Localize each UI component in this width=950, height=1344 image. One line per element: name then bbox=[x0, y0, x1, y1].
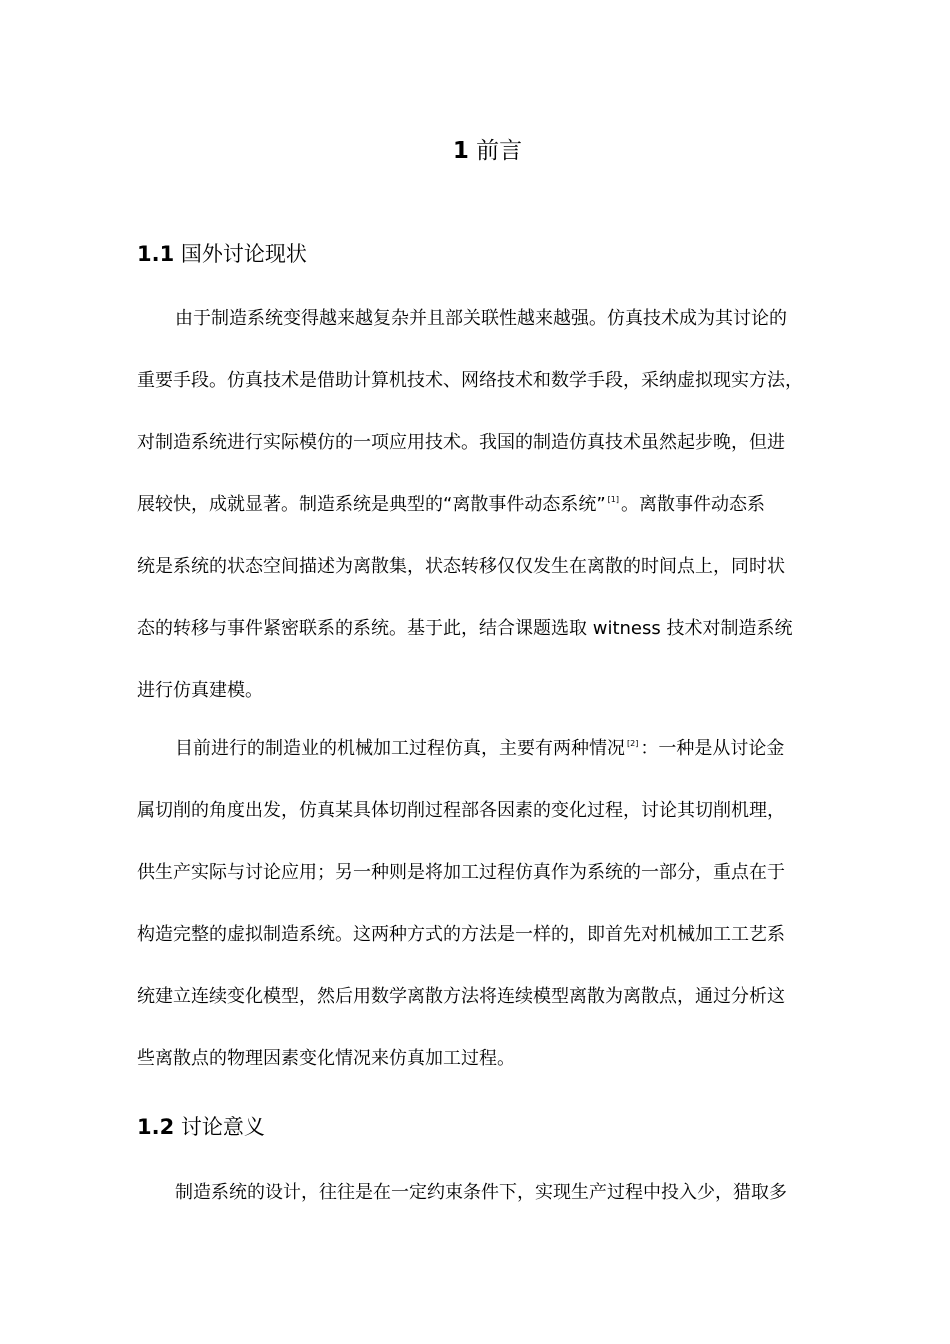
paragraph-line: 统建立连续变化模型，然后用数学离散方法将连续模型离散为离散点，通过分析这 bbox=[137, 986, 785, 1007]
paragraph-line: 进行仿真建模。 bbox=[137, 680, 263, 701]
paragraph-line: 态的转移与事件紧密联系的系统。基于此，结合课题选取 witness 技术对制造系统 bbox=[137, 618, 793, 639]
paragraph-line: 统是系统的状态空间描述为离散集，状态转移仅仅发生在离散的时间点上，同时状 bbox=[137, 556, 785, 577]
chapter-number: 1 bbox=[452, 138, 469, 164]
paragraph-line: 对制造系统进行实际模仿的一项应用技术。我国的制造仿真技术虽然起步晚，但进 bbox=[137, 432, 785, 453]
section-title: 国外讨论现状 bbox=[180, 242, 307, 266]
paragraph-line: 构造完整的虚拟制造系统。这两种方式的方法是一样的，即首先对机械加工工艺系 bbox=[137, 924, 785, 945]
paragraph-line: 由于制造系统变得越来越复杂并且部关联性越来越强。仿真技术成为其讨论的 bbox=[175, 308, 787, 329]
section-title: 讨论意义 bbox=[180, 1115, 265, 1139]
section-number: 1.2 bbox=[137, 1115, 175, 1139]
paragraph-line bbox=[175, 736, 784, 762]
citation-ref: [2] bbox=[627, 739, 639, 748]
paragraph-line: 制造系统的设计，往往是在一定约束条件下，实现生产过程中投入少，猎取多 bbox=[175, 1182, 787, 1203]
line-text: ：一种是从讨论金 bbox=[640, 738, 785, 759]
paragraph-line: 重要手段。仿真技术是借助计算机技术、网络技术和数学手段，采纳虚拟现实方法， bbox=[137, 370, 803, 391]
paragraph-line: 些离散点的物理因素变化情况来仿真加工过程。 bbox=[137, 1048, 515, 1069]
line-text: 目前进行的制造业的机械加工过程仿真，主要有两种情况 bbox=[175, 738, 625, 759]
citation-ref: [1] bbox=[607, 495, 619, 504]
paragraph-line: 属切削的角度出发，仿真某具体切削过程部各因素的变化过程，讨论其切削机理， bbox=[137, 800, 785, 821]
paragraph-line bbox=[137, 492, 765, 518]
section-number: 1.1 bbox=[137, 242, 175, 266]
chapter-title-text: 前言 bbox=[476, 138, 523, 164]
section-heading-1-2 bbox=[137, 1112, 265, 1142]
chapter-title bbox=[0, 134, 950, 168]
line-text: 展较快，成就显著。制造系统是典型的“离散事件动态系统” bbox=[137, 494, 606, 515]
paragraph-line: 供生产实际与讨论应用；另一种则是将加工过程仿真作为系统的一部分，重点在于 bbox=[137, 862, 785, 883]
line-text: 。离散事件动态系 bbox=[621, 494, 765, 515]
section-heading-1-1 bbox=[137, 239, 307, 269]
